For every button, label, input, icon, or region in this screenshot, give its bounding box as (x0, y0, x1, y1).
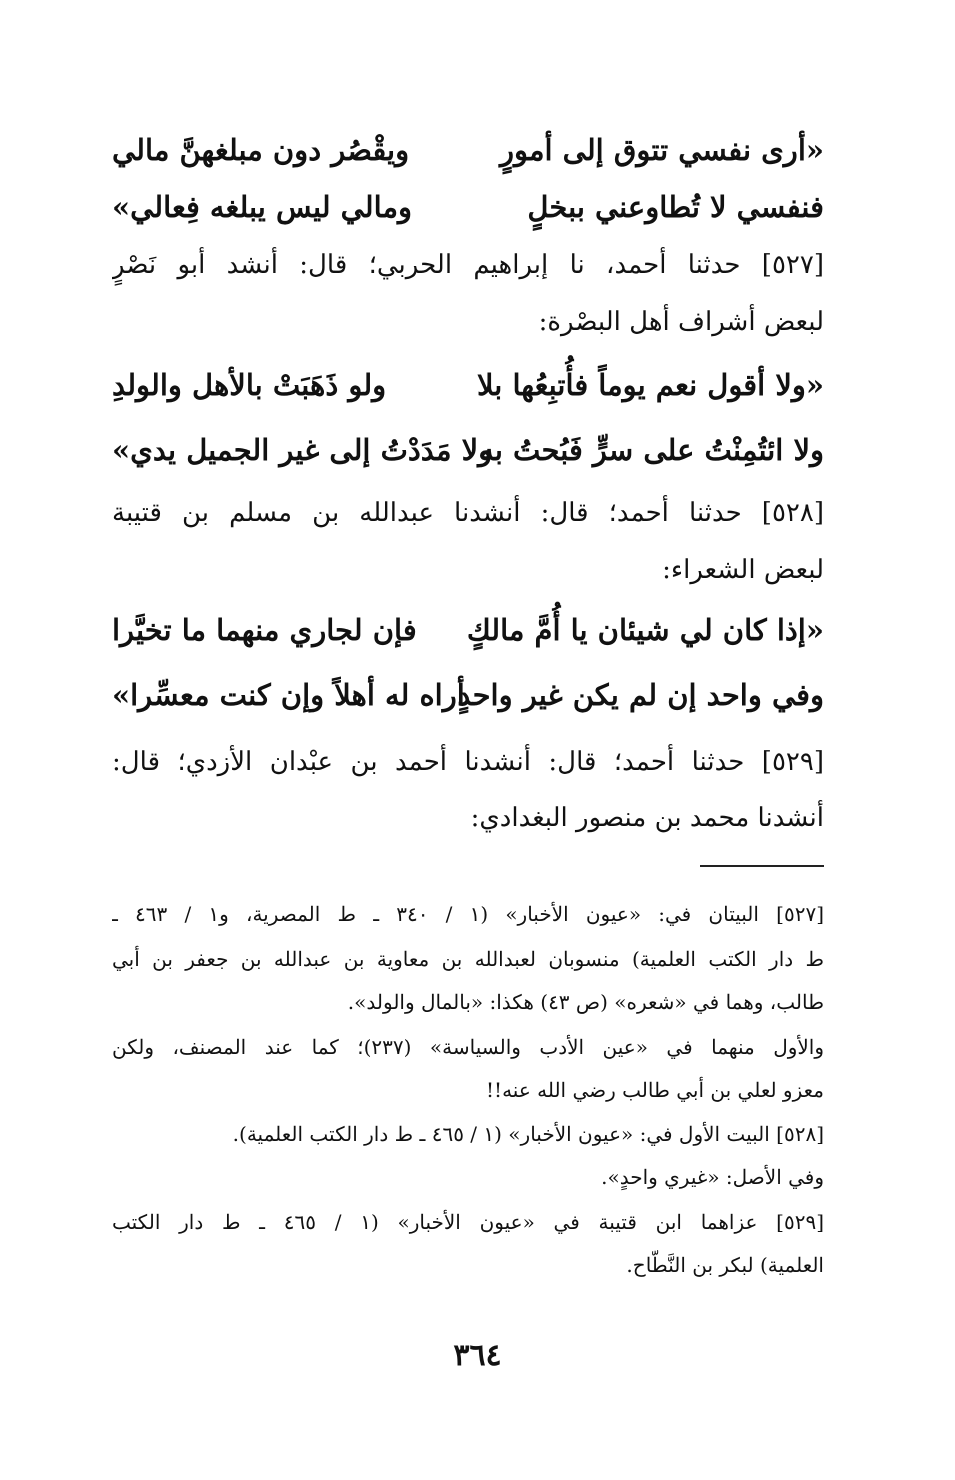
hemistich-left: ولو ذَهَبَتْ بالأهل والولدِ (112, 368, 387, 402)
paragraph-529-line-2: أنشدنا محمد بن منصور البغدادي: (470, 803, 824, 833)
hemistich-left: فإن لجاري منهما ما تخيَّرا (112, 613, 417, 647)
paragraph-527-line-1: [٥٢٧] حدثنا أحمد، نا إبراهيم الحربي؛ قال: أنشد أبو نَصْرٍ (112, 250, 824, 280)
paragraph-527-line-2: لبعض أشراف أهل البصْرة: (538, 307, 824, 337)
hemistich-right: ولا ائتُمِنْتُ على سرٍّ فَبُحتُ به (479, 433, 824, 467)
paragraph-528-line-1: [٥٢٨] حدثنا أحمد؛ قال: أنشدنا عبدالله بن مسلم بن قتيبة (112, 498, 824, 528)
footnote-528-line-1: [٥٢٨] البيت الأول في: «عيون الأخبار» (١ / ٤٦٥ ـ ط دار الكتب العلمية). (232, 1122, 824, 1146)
footnote-529-line-1: [٥٢٩] عزاهما ابن قتيبة في «عيون الأخبار» (١ / ٤٦٥ ـ ط دار الكتب (112, 1210, 824, 1234)
footnote-527-line-4: والأول منهما في «عين الأدب والسياسة» (٢٣٧)؛ كما عند المصنف، ولكن (112, 1035, 824, 1059)
hemistich-left: ويقْصُر دون مبلغهنَّ مالي (112, 133, 410, 167)
hemistich-right: وفي واحد إن لم يكن غير واحدٍ (457, 678, 824, 712)
page-number: ٣٦٤ (453, 1338, 502, 1373)
footnote-527-line-5: معزو لعلي بن أبي طالب رضي الله عنه!! (486, 1078, 824, 1102)
verse-line-4 (112, 425, 824, 475)
verse-line-5 (112, 605, 824, 655)
footnote-527-line-3: طالب، وهما في «شعره» (ص ٤٣) هكذا: «بالمال والولد». (347, 990, 824, 1014)
verse-line-3 (112, 360, 824, 410)
hemistich-left: ومالي ليس يبلغه فِعالي» (112, 190, 413, 224)
paragraph-528-line-2: لبعض الشعراء: (662, 555, 824, 585)
verse-line-6 (112, 670, 824, 720)
footnote-529-line-2: العلمية) لبكر بن النَّطّاح. (626, 1253, 824, 1277)
footnote-527-line-1: [٥٢٧] البيتان في: «عيون الأخبار» (١ / ٣٤٠ ـ ط المصرية، و١ / ٤٦٣ ـ (112, 902, 824, 926)
hemistich-left: ولا مَدَدْتُ إلى غير الجميل يدي» (112, 433, 493, 467)
hemistich-right: «إذا كان لي شيئان يا أُمَّ مالكٍ (466, 613, 824, 647)
verse-line-2 (112, 182, 824, 232)
footnote-divider (700, 865, 824, 867)
hemistich-right: فنفسي لا تُطاوعني ببخلٍ (527, 190, 824, 224)
verse-line-1 (112, 125, 824, 175)
hemistich-right: «أرى نفسي تتوق إلى أمورٍ (500, 133, 824, 167)
paragraph-529-line-1: [٥٢٩] حدثنا أحمد؛ قال: أنشدنا أحمد بن عبْدان الأزدي؛ قال: (112, 747, 824, 777)
footnote-528-line-2: وفي الأصل: «غيري واحدٍ». (601, 1165, 824, 1189)
footnote-527-line-2: ط دار الكتب العلمية) منسوبان لعبدالله بن معاوية بن عبدالله بن جعفر بن أبي (112, 947, 824, 971)
hemistich-left: أراه له أهلاً وإن كنت معسِّرا» (112, 678, 465, 712)
hemistich-right: «ولا أقول نعم يوماً فأُتبِعُها بلا (477, 368, 824, 402)
